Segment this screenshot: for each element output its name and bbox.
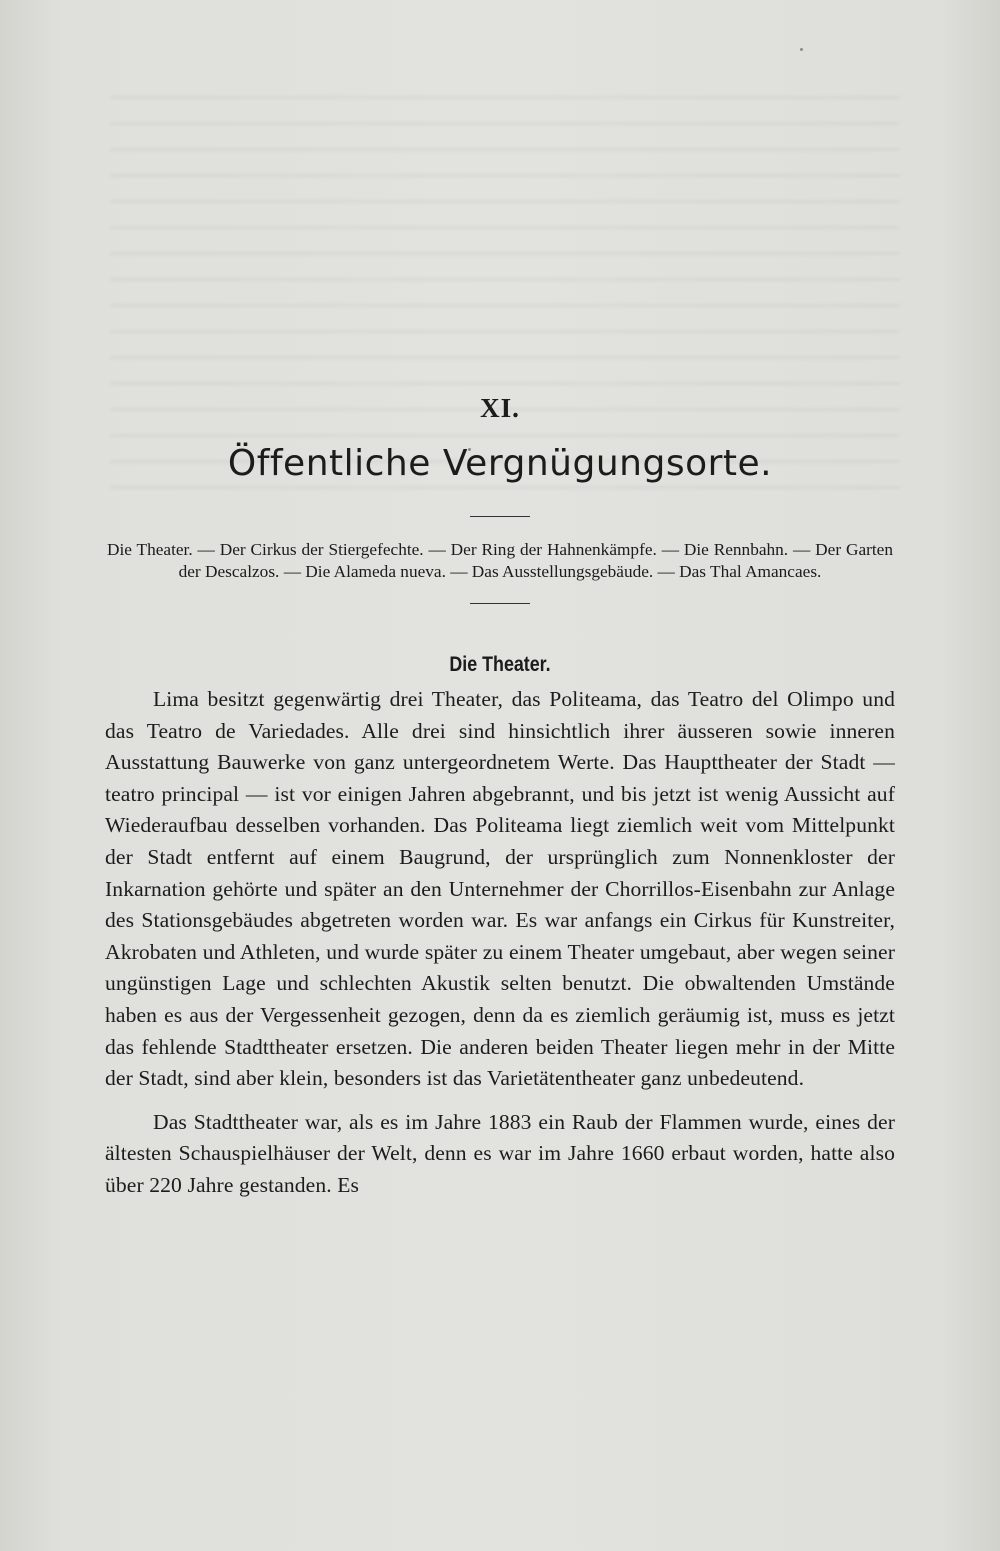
paper-speck <box>800 48 803 51</box>
chapter-title: Öffentliche Vergnügungsorte. <box>227 443 773 484</box>
section-title: Die Theater. <box>449 653 551 676</box>
page-content <box>105 388 895 1202</box>
divider-rule <box>470 516 530 517</box>
chapter-summary: Die Theater. — Der Cirkus der Stiergefechte. — Der Ring der Hahnenkämpfe. — Die Rennbahn. — Der Garten der Descalzos. — Die Alameda nueva. — Das Ausstellungsgebäude. — Das Thal Amancaes. <box>107 540 893 581</box>
chapter-number: XI. <box>480 393 520 423</box>
divider-rule <box>470 603 530 604</box>
body-paragraph: Das Stadttheater war, als es im Jahre 1883 ein Raub der Flammen wurde, eines der ältesten Schauspielhäuser der Welt, denn es war im Jahre 1660 erbaut worden, hatte also über 220 Jahre gestanden. Es <box>105 1109 895 1197</box>
body-paragraph: Lima besitzt gegenwärtig drei Theater, das Politeama, das Teatro del Olimpo und das Teatro de Variedades. Alle drei sind hinsichtlich ihrer äusseren sowie inneren Ausstattung Bauwerke von ganz untergeordnetem Werte. Das Haupttheater der Stadt — teatro principal — ist vor einigen Jahren abgebrannt, und bis jetzt ist wenig Aussicht auf Wiederaufbau desselben vorhanden. Das Politeama liegt ziemlich weit vom Mittelpunkt der Stadt entfernt auf einem Baugrund, der ursprünglich zum Nonnenkloster der Inkarnation gehörte und später an den Unternehmer der Chorrillos-Eisenbahn zur Anlage des Stationsgebäudes abgetreten worden war. Es war anfangs ein Cirkus für Kunstreiter, Akrobaten und Athleten, und wurde später zu einem Theater umgebaut, aber wegen seiner ungünstigen Lage und schlechten Akustik selten benutzt. Die obwaltenden Umstände haben es aus der Vergessenheit gezogen, denn da es ziemlich geräumig ist, muss es jetzt das fehlende Stadttheater ersetzen. Die anderen beiden Theater liegen mehr in der Mitte der Stadt, sind aber klein, besonders ist das Varietätentheater ganz unbedeutend. <box>105 687 895 1091</box>
